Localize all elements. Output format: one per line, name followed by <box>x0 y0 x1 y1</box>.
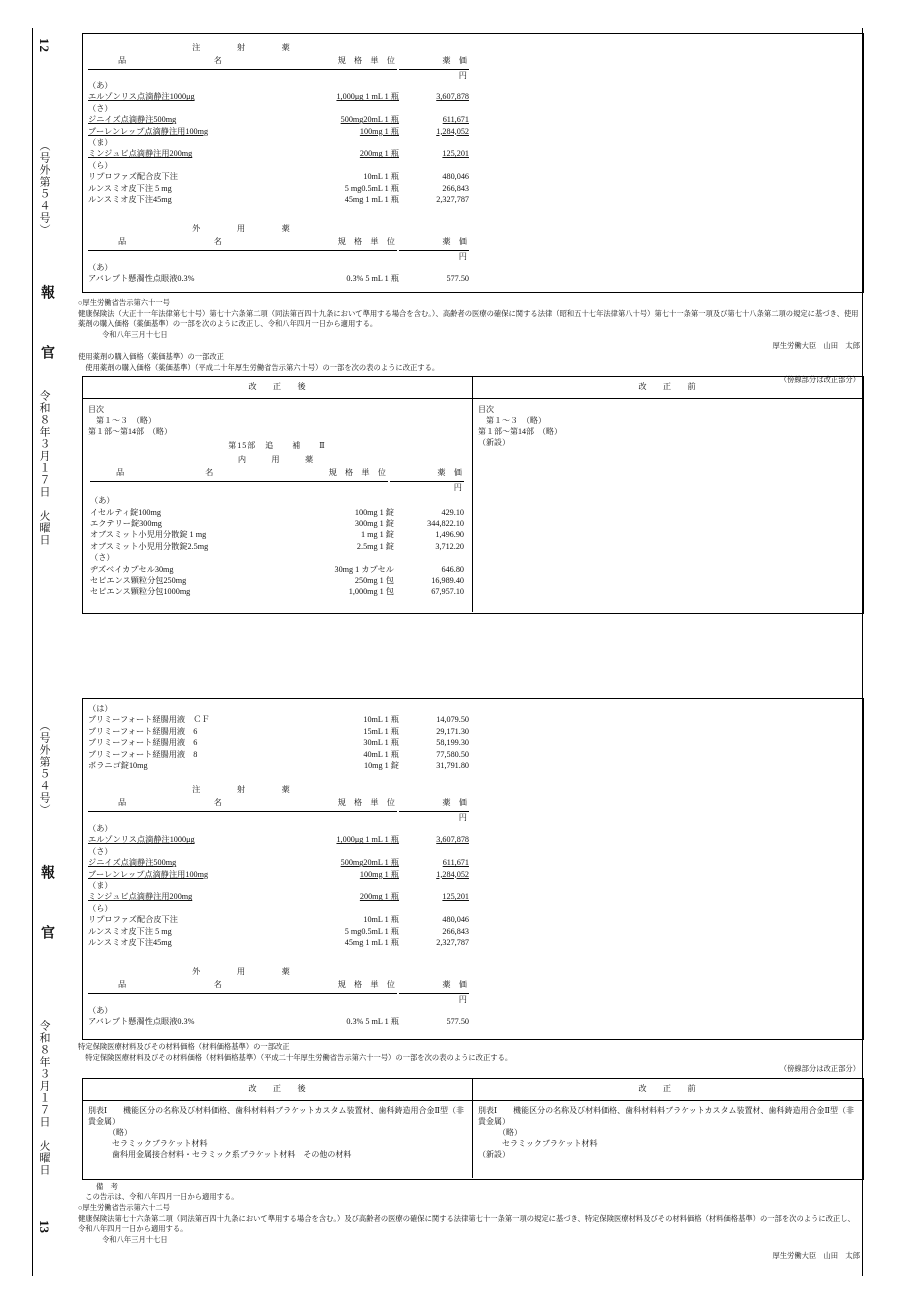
col-hinmei-2: 名 <box>213 56 222 66</box>
col-kikaku: 規 格 単 位 <box>337 798 395 808</box>
table-note-right-1: （傍線部分は改正部分） <box>779 375 860 384</box>
drug-group-label: （あ） <box>88 81 113 90</box>
drug-price: 646.80 <box>441 564 464 574</box>
drug-name: プリミーフォート経腸用液 8 <box>88 749 198 759</box>
drug-name: プーレンレップ点滴静注用100mg <box>88 126 209 136</box>
drug-group-price-spacer <box>396 552 466 563</box>
drug-group-price-spacer <box>401 103 471 114</box>
material-old-content <box>478 1105 856 1160</box>
drug-row <box>86 914 471 925</box>
drug-group-row <box>88 552 466 563</box>
amend-title-1: 使用薬剤の購入価格（薬価基準）の一部改正 <box>78 352 224 361</box>
drug-group-price-spacer <box>401 846 471 857</box>
col-hinmei-2: 名 <box>213 798 222 808</box>
page13-injection-header <box>86 782 471 825</box>
drug-row <box>86 171 471 182</box>
amend-lead-2: 特定保険医療材料及びその材料価格（材料価格基準）（平成二十年厚生労働省告示第六十一号）の一部を次の表のように改正する。 <box>78 1053 513 1062</box>
drug-spec: 100mg 1 瓶 <box>359 126 399 136</box>
comparison-header-rule-12 <box>82 398 862 399</box>
material-old-l3: セラミックブラケット材料 <box>478 1139 598 1148</box>
material-old-l2: （略） <box>478 1128 522 1137</box>
col-yakka: 薬 価 <box>442 237 467 247</box>
amend-title-2: 特定保険医療材料及びその材料価格（材料価格基準）の一部改正 <box>78 1042 290 1051</box>
drug-name: ルンスミオ皮下注 5 mg <box>88 183 172 193</box>
drug-spec: 30mg 1 カプセル <box>334 564 394 574</box>
col-hinmei-2: 名 <box>205 468 214 478</box>
col-hinmei: 品 <box>116 468 125 478</box>
drug-row <box>86 891 471 902</box>
drug-group-label: （ら） <box>88 903 113 913</box>
page13-external-header <box>86 964 471 1007</box>
drug-price: 77,580.50 <box>436 749 469 759</box>
drug-price: 67,957.10 <box>431 587 464 597</box>
drug-price: 429.10 <box>441 507 464 517</box>
drug-group-row <box>86 703 471 714</box>
drug-spec: 500mg20mL 1 瓶 <box>340 115 399 125</box>
drug-row <box>86 126 471 137</box>
mokuji-new-l1: 目次 <box>88 405 104 414</box>
material-old-l4: （新設） <box>478 1150 510 1159</box>
drug-row <box>88 541 466 552</box>
drug-price: 125,201 <box>442 892 469 902</box>
drug-spec: 500mg20mL 1 瓶 <box>340 858 399 868</box>
external-title: 外 用 薬 <box>192 224 293 233</box>
drug-row <box>86 183 471 194</box>
drug-row <box>86 114 471 125</box>
drug-row <box>88 529 466 540</box>
col-kikaku: 規 格 単 位 <box>337 56 395 66</box>
drug-spec: 10mL 1 瓶 <box>363 715 399 725</box>
drug-price: 480,046 <box>442 172 469 182</box>
drug-group-label: （ま） <box>88 138 113 148</box>
drug-spec: 10mL 1 瓶 <box>363 172 399 182</box>
drug-name: プリミーフォート経腸用液 6 <box>88 738 198 748</box>
drug-price: 1,284,052 <box>436 869 469 879</box>
drug-group-row <box>86 1005 471 1016</box>
drug-price: 2,327,787 <box>436 195 469 205</box>
drug-name: ヂズベイカプセル30mg <box>90 564 174 574</box>
col-hinmei: 品 <box>118 56 127 66</box>
comparison-divider-12 <box>472 376 473 612</box>
drug-spec: 300mg 1 錠 <box>354 519 394 529</box>
date-label-bottom: 令和８年３月１７日 火曜日 <box>38 1020 50 1176</box>
old-col-content-12 <box>478 404 856 448</box>
drug-price: 611,671 <box>442 115 469 125</box>
drug-price: 480,046 <box>442 915 469 925</box>
drug-spec: 10mL 1 瓶 <box>363 915 399 925</box>
col-yen: 円 <box>399 250 469 262</box>
col-yen: 円 <box>390 481 464 493</box>
drug-spec: 10mg 1 錠 <box>363 761 399 771</box>
notice-62-minister: 厚生労働大臣 山田 太郎 <box>772 1251 860 1260</box>
notice-61-body: 健康保険法（大正十一年法律第七十号）第七十六条第二項（同法第百四十九条において準用する場合を含む。）、高齢者の医療の確保に関する法律（昭和五十七年法律第八十号）第七十一条第一項及び第七十八条第二項の規定に基づき、使用薬剤の購入価格（薬価基準）の一部を次のように改正し、令和八年四月一日から適用する。 <box>78 309 859 328</box>
drug-price: 14,079.50 <box>436 715 469 725</box>
mokuji-old-l3: 第１部〜第14部 （略） <box>478 427 562 436</box>
drug-row <box>88 507 466 518</box>
drug-row <box>88 586 466 597</box>
drug-row <box>86 273 471 284</box>
drug-price: 266,843 <box>442 926 469 936</box>
material-new-content <box>88 1105 466 1160</box>
drug-name: ジニイズ点滴静注500mg <box>88 115 177 125</box>
drug-price: 577.50 <box>446 274 469 284</box>
notice-62-body: 健康保険法第七十六条第二項（同法第百四十九条において準用する場合を含む。）及び高齢者の医療の確保に関する法律第七十一条第一項の規定に基づき、特定保険医療材料及びその材料価格（材料価格基準）の一部を次のように改正し、令和八年四月一日から適用する。 <box>78 1214 855 1233</box>
drug-name: プリミーフォート経腸用液 6 <box>88 726 198 736</box>
gazette-number-label-top: （号外第５４号） <box>38 140 50 236</box>
drug-group-row <box>86 823 471 834</box>
notice-61-block <box>78 298 860 384</box>
drug-row <box>86 714 471 725</box>
drug-group-price-spacer <box>401 823 471 834</box>
drug-name: セピエンス顆粒分包250mg <box>90 576 187 586</box>
col-kikaku: 規 格 単 位 <box>337 237 395 247</box>
kan-label-bottom: 官 <box>39 925 54 941</box>
drug-group-label: （ま） <box>88 881 113 891</box>
drug-group-row <box>86 137 471 148</box>
drug-name: ルンスミオ皮下注45mg <box>88 195 172 205</box>
drug-row <box>88 518 466 529</box>
drug-price: 31,791.80 <box>436 761 469 771</box>
bikou-title: 備 考 <box>96 1182 118 1191</box>
injection-title: 注 射 薬 <box>192 785 293 794</box>
injection-rows-13 <box>86 823 471 948</box>
col-yakka: 薬 価 <box>442 798 467 808</box>
drug-group-label: （さ） <box>88 846 113 856</box>
drug-name: リプロファズ配合皮下注 <box>88 915 178 925</box>
drug-name: プリミーフォート経腸用液 ＣＦ <box>88 715 210 725</box>
mokuji-new-l3: 第１部〜第14部 （略） <box>88 427 172 436</box>
drug-price: 3,607,878 <box>436 92 469 102</box>
material-new-l4: 歯科用金属接合材料・セラミック系ブラケット材料 その他の材料 <box>88 1150 352 1159</box>
drug-name: エルゾンリス点滴静注1000μg <box>88 92 195 102</box>
drug-row <box>88 564 466 575</box>
drug-spec: 45mg 1 mL 1 瓶 <box>344 938 399 948</box>
comparison-col-old-12: 改 正 前 <box>638 382 696 391</box>
internal-cont-rows-13 <box>86 703 471 771</box>
drug-price: 58,199.30 <box>436 738 469 748</box>
page12-injection-header <box>86 40 471 83</box>
mokuji-old-l2: 第１〜３ （略） <box>478 416 546 425</box>
page13-external-table <box>86 1005 471 1028</box>
notice-61-header: ○厚生労働省告示第六十一号 <box>78 298 170 307</box>
amend-lead-2-line <box>78 1042 860 1074</box>
drug-price: 1,496.90 <box>435 530 464 540</box>
drug-spec: 200mg 1 瓶 <box>359 149 399 159</box>
mokuji-old-l4: （新設） <box>478 438 510 447</box>
material-comparison-header-rule <box>82 1100 862 1101</box>
drug-spec: 1,000μg 1 mL 1 瓶 <box>336 835 399 845</box>
drug-name: エクテリー錠300mg <box>90 519 162 529</box>
drug-group-label: （あ） <box>88 1006 113 1015</box>
col-yen: 円 <box>399 69 469 81</box>
drug-spec: 0.3% 5 mL 1 瓶 <box>346 1017 399 1027</box>
mokuji-new-l2: 第１〜３ （略） <box>88 416 156 425</box>
drug-group-price-spacer <box>401 903 471 914</box>
notice-61-minister: 厚生労働大臣 山田 太郎 <box>772 341 860 350</box>
drug-row <box>86 1016 471 1027</box>
drug-price: 1,284,052 <box>436 126 469 136</box>
drug-price: 577.50 <box>446 1017 469 1027</box>
drug-price: 266,843 <box>442 183 469 193</box>
drug-price: 3,712.20 <box>435 541 464 551</box>
material-old-l1: 別表Ⅰ 機能区分の名称及び材料価格、歯科材料料ブラケットカスタム装置材、歯科鋳造用合金Ⅱ型（非貴金属） <box>478 1106 854 1126</box>
external-title: 外 用 薬 <box>192 967 293 976</box>
drug-spec: 45mg 1 mL 1 瓶 <box>344 195 399 205</box>
drug-name: イセルティ錠100mg <box>90 507 161 517</box>
drug-spec: 100mg 1 錠 <box>354 507 394 517</box>
page12-external-table <box>86 262 471 285</box>
date-label-top: 令和８年３月１７日 火曜日 <box>38 390 50 546</box>
frame-left-rule <box>32 28 33 1276</box>
comparison-col-new-12: 改 正 後 <box>248 382 306 391</box>
drug-group-price-spacer <box>401 160 471 171</box>
material-new-l1: 別表Ⅰ 機能区分の名称及び材料価格、歯科材料料ブラケットカスタム装置材、歯科鋳造用合金Ⅱ型（非貴金属） <box>88 1106 464 1126</box>
page12-injection-table <box>86 80 471 205</box>
drug-row <box>86 937 471 948</box>
drug-row <box>86 737 471 748</box>
drug-name: ミンジュビ点滴静注用200mg <box>88 892 193 902</box>
drug-row <box>86 148 471 159</box>
material-new-l2: （略） <box>88 1128 132 1137</box>
drug-price: 16,989.40 <box>431 576 464 586</box>
drug-name: セピエンス顆粒分包1000mg <box>90 587 191 597</box>
gazette-number-label-bottom: （号外第５４号） <box>38 720 50 816</box>
drug-group-row <box>86 262 471 273</box>
drug-name: アバレプト懸濁性点眼液0.3% <box>88 1017 195 1027</box>
col-kikaku: 規 格 単 位 <box>328 468 386 478</box>
drug-spec: 0.3% 5 mL 1 瓶 <box>346 274 399 284</box>
drug-row <box>86 760 471 771</box>
injection-rows-12 <box>86 80 471 205</box>
drug-spec: 5 mg0.5mL 1 瓶 <box>344 183 399 193</box>
new-col-content-12 <box>88 404 466 598</box>
drug-spec: 250mg 1 包 <box>354 576 394 586</box>
drug-group-price-spacer <box>396 495 466 506</box>
drug-name: ジニイズ点滴静注500mg <box>88 858 177 868</box>
drug-row <box>86 869 471 880</box>
mokuji-old-l1: 目次 <box>478 405 494 414</box>
injection-title: 注 射 薬 <box>192 43 293 52</box>
drug-row <box>86 834 471 845</box>
drug-group-row <box>86 80 471 91</box>
drug-name: エルゾンリス点滴静注1000μg <box>88 835 195 845</box>
col-yakka: 薬 価 <box>437 468 462 478</box>
drug-spec: 100mg 1 瓶 <box>359 869 399 879</box>
drug-row <box>86 91 471 102</box>
drug-name: プーレンレップ点滴静注用100mg <box>88 869 209 879</box>
bikou-block <box>78 1182 860 1261</box>
drug-name: アバレプト懸濁性点眼液0.3% <box>88 274 195 284</box>
internal-rows-12 <box>88 495 466 598</box>
material-col-old: 改 正 前 <box>638 1084 696 1093</box>
drug-price: 3,607,878 <box>436 835 469 845</box>
drug-group-label: （さ） <box>90 553 115 563</box>
notice-62-date: 令和八年三月十七日 <box>102 1235 168 1244</box>
part15-title: 第15部 追 補 Ⅱ <box>228 441 326 450</box>
drug-group-price-spacer <box>401 137 471 148</box>
drug-row <box>86 726 471 737</box>
drug-group-label: （さ） <box>88 103 113 113</box>
col-hinmei-2: 名 <box>213 980 222 990</box>
drug-spec: 30mL 1 瓶 <box>363 738 399 748</box>
material-new-l3: セラミックブラケット材料 <box>88 1139 208 1148</box>
drug-group-row <box>86 903 471 914</box>
drug-row <box>86 194 471 205</box>
drug-row <box>88 575 466 586</box>
drug-name: ミンジュビ点滴静注用200mg <box>88 149 193 159</box>
col-hinmei-2: 名 <box>213 237 222 247</box>
drug-group-label: （あ） <box>90 496 115 506</box>
material-col-new: 改 正 後 <box>248 1084 306 1093</box>
drug-price: 611,671 <box>442 858 469 868</box>
col-hinmei: 品 <box>118 798 127 808</box>
drug-spec: 40mL 1 瓶 <box>363 749 399 759</box>
external-rows-13 <box>86 1005 471 1028</box>
kanpo-label-bottom: 報 <box>39 865 54 881</box>
page-number-bottom: 13 <box>37 1220 52 1233</box>
drug-group-label: （あ） <box>88 263 113 272</box>
drug-group-row <box>88 495 466 506</box>
drug-row <box>86 926 471 937</box>
drug-group-row <box>86 160 471 171</box>
drug-group-price-spacer <box>401 262 471 273</box>
drug-price: 29,171.30 <box>436 726 469 736</box>
kanpo-label-top: 報 <box>39 285 54 301</box>
col-hinmei: 品 <box>118 980 127 990</box>
page12-external-header <box>86 221 471 264</box>
drug-price: 344,822.10 <box>427 519 464 529</box>
drug-group-label: （は） <box>88 704 113 713</box>
drug-spec: 1,000μg 1 mL 1 瓶 <box>336 92 399 102</box>
col-hinmei: 品 <box>118 237 127 247</box>
drug-spec: 1 mg 1 錠 <box>361 530 394 540</box>
drug-group-row <box>86 103 471 114</box>
drug-spec: 200mg 1 瓶 <box>359 892 399 902</box>
notice-62-header: ○厚生労働省告示第六十二号 <box>78 1203 170 1212</box>
drug-spec: 5 mg0.5mL 1 瓶 <box>344 926 399 936</box>
col-yen: 円 <box>399 811 469 823</box>
drug-group-row <box>86 846 471 857</box>
amend-lead-1: 使用薬剤の購入価格（薬価基準）（平成二十年厚生労働省告示第六十号）の一部を次の表のように改正する。 <box>78 363 440 372</box>
col-yakka: 薬 価 <box>442 56 467 66</box>
col-yakka: 薬 価 <box>442 980 467 990</box>
page13-internal-cont-table <box>86 703 471 771</box>
kan-label-top: 官 <box>39 345 54 361</box>
drug-group-label: （あ） <box>88 824 113 833</box>
drug-name: ボラニゴ錠10mg <box>88 761 148 771</box>
drug-row <box>86 857 471 868</box>
page13-injection-table <box>86 823 471 948</box>
drug-group-label: （ら） <box>88 160 113 170</box>
drug-group-row <box>86 880 471 891</box>
drug-name: オブスミット小児用分散錠2.5mg <box>90 541 209 551</box>
drug-spec: 2.5mg 1 錠 <box>356 541 394 551</box>
table-note-right-2: （傍線部分は改正部分） <box>779 1064 860 1073</box>
drug-name: リプロファズ配合皮下注 <box>88 172 178 182</box>
drug-group-price-spacer <box>401 703 471 714</box>
drug-spec: 15mL 1 瓶 <box>363 726 399 736</box>
drug-price: 2,327,787 <box>436 938 469 948</box>
drug-group-price-spacer <box>401 1005 471 1016</box>
notice-61-date: 令和八年三月十七日 <box>102 330 168 339</box>
drug-name: ルンスミオ皮下注 5 mg <box>88 926 172 936</box>
drug-price: 125,201 <box>442 149 469 159</box>
col-kikaku: 規 格 単 位 <box>337 980 395 990</box>
bikou-line: この告示は、令和八年四月一日から適用する。 <box>78 1192 239 1201</box>
drug-group-price-spacer <box>401 880 471 891</box>
drug-group-price-spacer <box>401 80 471 91</box>
external-rows-12 <box>86 262 471 285</box>
drug-spec: 1,000mg 1 包 <box>348 587 394 597</box>
drug-name: オブスミット小児用分散錠 1 mg <box>90 530 207 540</box>
drug-name: ルンスミオ皮下注45mg <box>88 938 172 948</box>
naiyo-title: 内 用 薬 <box>237 455 317 464</box>
drug-row <box>86 749 471 760</box>
col-yen: 円 <box>399 993 469 1005</box>
page-number-top: 12 <box>37 38 52 53</box>
